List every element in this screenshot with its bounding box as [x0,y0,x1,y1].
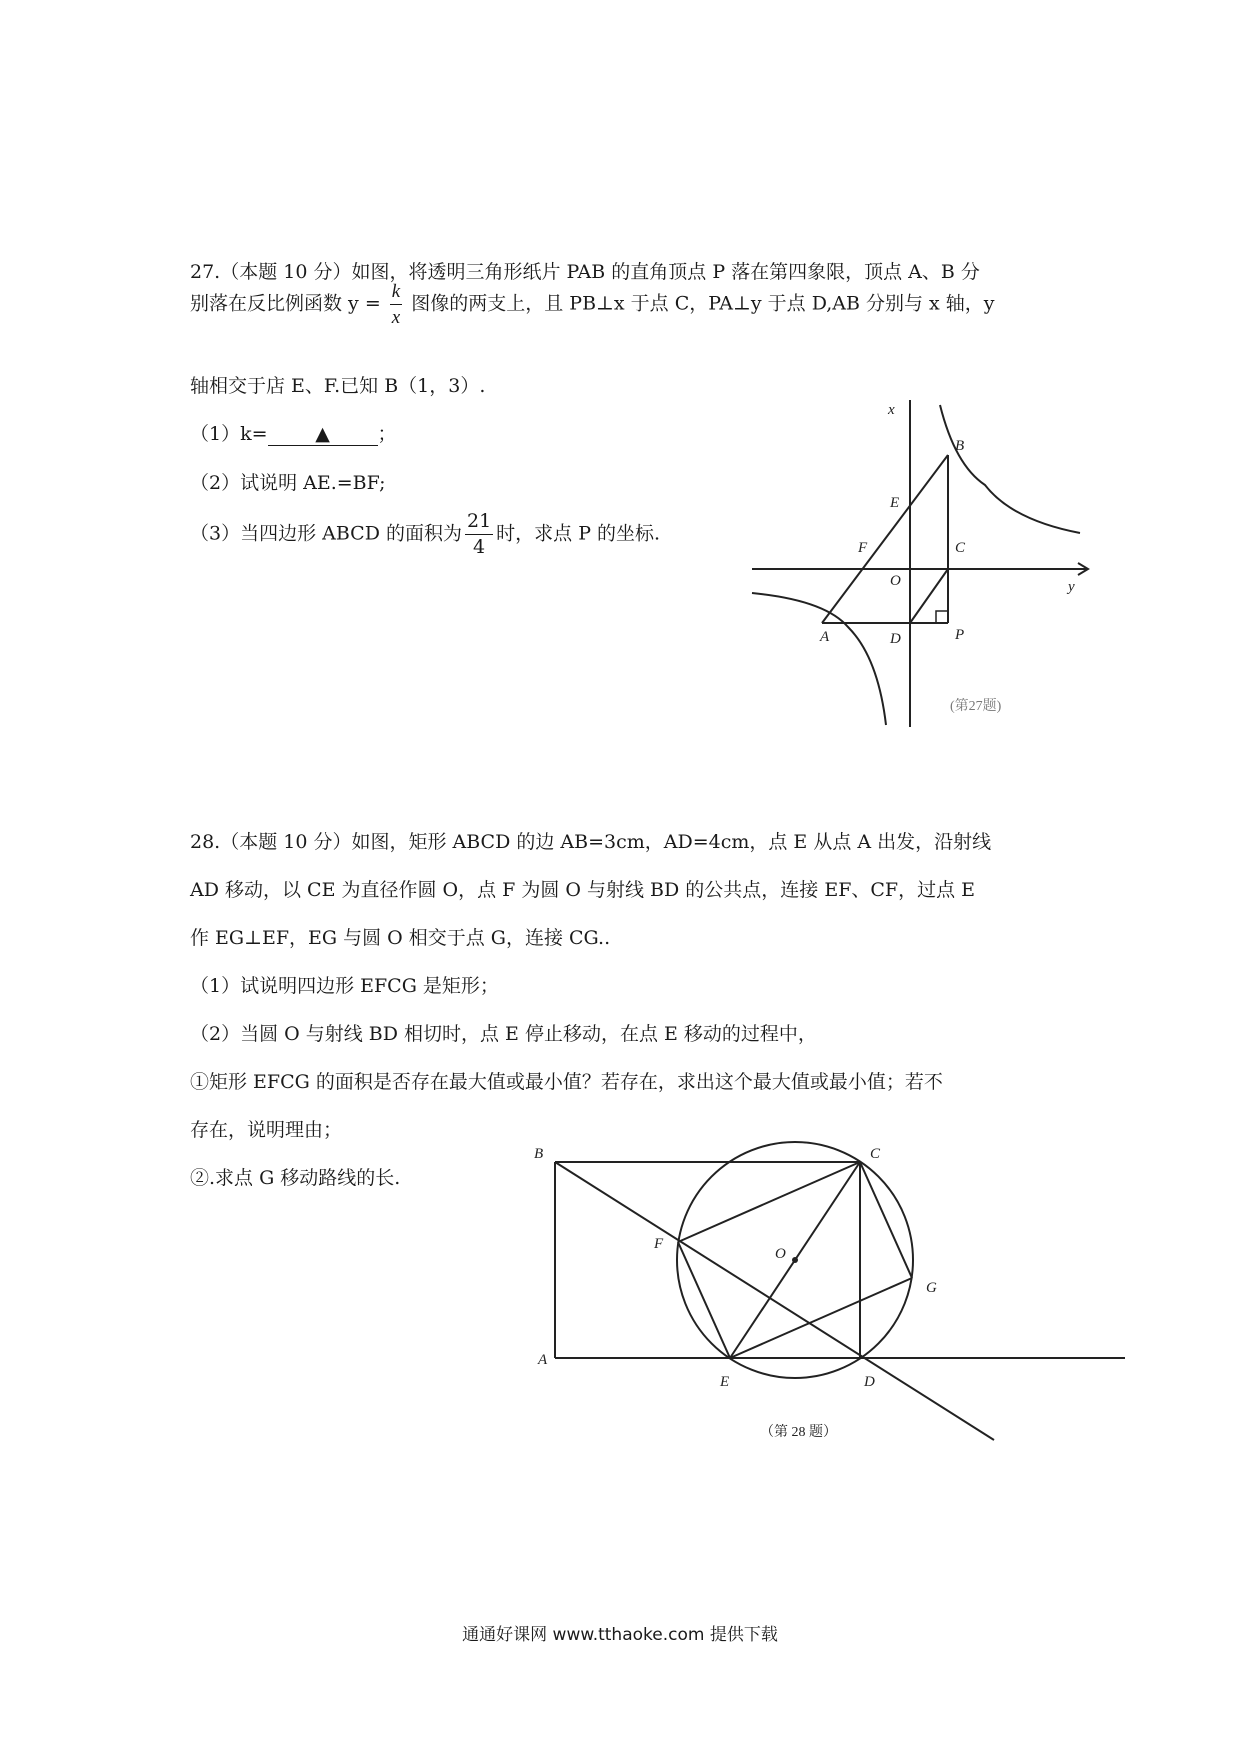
q28-figure-caption: （第 28 题） [760,1425,837,1440]
label-F: F [654,1236,664,1252]
q27-sub2: （2）试说明 AE.=BF; [190,472,386,494]
label-y: y [1068,579,1075,595]
segment-EF [678,1242,730,1358]
q28-sub2-1a: ①矩形 EFCG 的面积是否存在最大值或最小值？若存在，求出这个最大值或最小值；若不 [190,1071,943,1093]
hyperbola-upper-branch [940,405,1080,533]
q27-area-den: 4 [473,536,486,558]
q28-line3: 作 EG⊥EF，EG 与圆 O 相交于点 G，连接 CG.. [190,927,611,949]
q27-area-fraction [465,512,493,557]
q27-frac-num: k [390,282,402,305]
label-G: G [926,1280,937,1296]
q27-frac-den: x [391,307,401,328]
label-E: E [720,1374,730,1390]
q27-line2 [190,282,995,327]
label-x: x [888,402,895,418]
q27-function-fraction [390,282,402,327]
q27-sub1-a: （1）k= [190,423,268,445]
label-F: F [858,540,868,556]
label-D: D [864,1374,875,1390]
q28-sub1: （1）试说明四边形 EFCG 是矩形； [190,975,499,997]
label-O: O [775,1246,786,1262]
q27-area-num: 21 [465,512,493,535]
q27-figure-caption: (第27题) [950,699,1002,714]
q27-line2-b: 图像的两支上，且 PB⊥x 于点 C，PA⊥y 于点 D,AB 分别与 x 轴，y [405,292,995,315]
q27-figure [750,395,1100,735]
label-B: B [534,1146,544,1162]
label-A: A [538,1352,548,1368]
ray-BD [555,1162,994,1440]
label-C: C [955,540,966,556]
segment-DC [910,569,948,623]
segment-CG [860,1162,912,1278]
label-E: E [890,495,900,511]
footer-credit: 通通好课网 www.tthaoke.com 提供下载 [462,1625,778,1645]
q27-line3: 轴相交于店 E、F.已知 B（1，3）. [190,375,486,397]
label-O: O [890,573,901,589]
q27-sub3 [190,512,660,557]
label-P: P [955,627,965,643]
q27-sub1-b: ； [377,423,397,445]
q28-line1: 28.（本题 10 分）如图，矩形 ABCD 的边 AB=3cm，AD=4cm，点 E 从点 A 出发，沿射线 [190,831,992,853]
q28-sub2: （2）当圆 O 与射线 BD 相切时，点 E 停止移动，在点 E 移动的过程中， [190,1023,817,1045]
label-D: D [890,631,901,647]
q28-figure [520,1140,1140,1460]
right-angle-mark [936,611,948,623]
hyperbola-lower-branch [752,593,886,725]
answer-blank: ▲ [268,423,378,446]
q28-sub2-2: ②.求点 G 移动路线的长. [190,1167,401,1189]
label-C: C [870,1146,881,1162]
label-A: A [820,629,830,645]
q27-sub1 [190,420,397,448]
q27-sub3-a: （3）当四边形 ABCD 的面积为 [190,522,462,545]
q27-sub3-b: 时，求点 P 的坐标. [496,522,661,545]
label-B: B [955,438,965,454]
center-point-O [792,1257,798,1263]
segment-AB [822,455,948,623]
q28-line2: AD 移动，以 CE 为直径作圆 O，点 F 为圆 O 与射线 BD 的公共点，连接 EF、CF，过点 E [190,879,976,901]
q27-line2-a: 别落在反比例函数 y = [190,292,387,315]
q28-sub2-1b: 存在，说明理由； [190,1119,343,1141]
q27-line1: 27.（本题 10 分）如图，将透明三角形纸片 PAB 的直角顶点 P 落在第四象限，顶点 A、B 分 [190,261,980,283]
